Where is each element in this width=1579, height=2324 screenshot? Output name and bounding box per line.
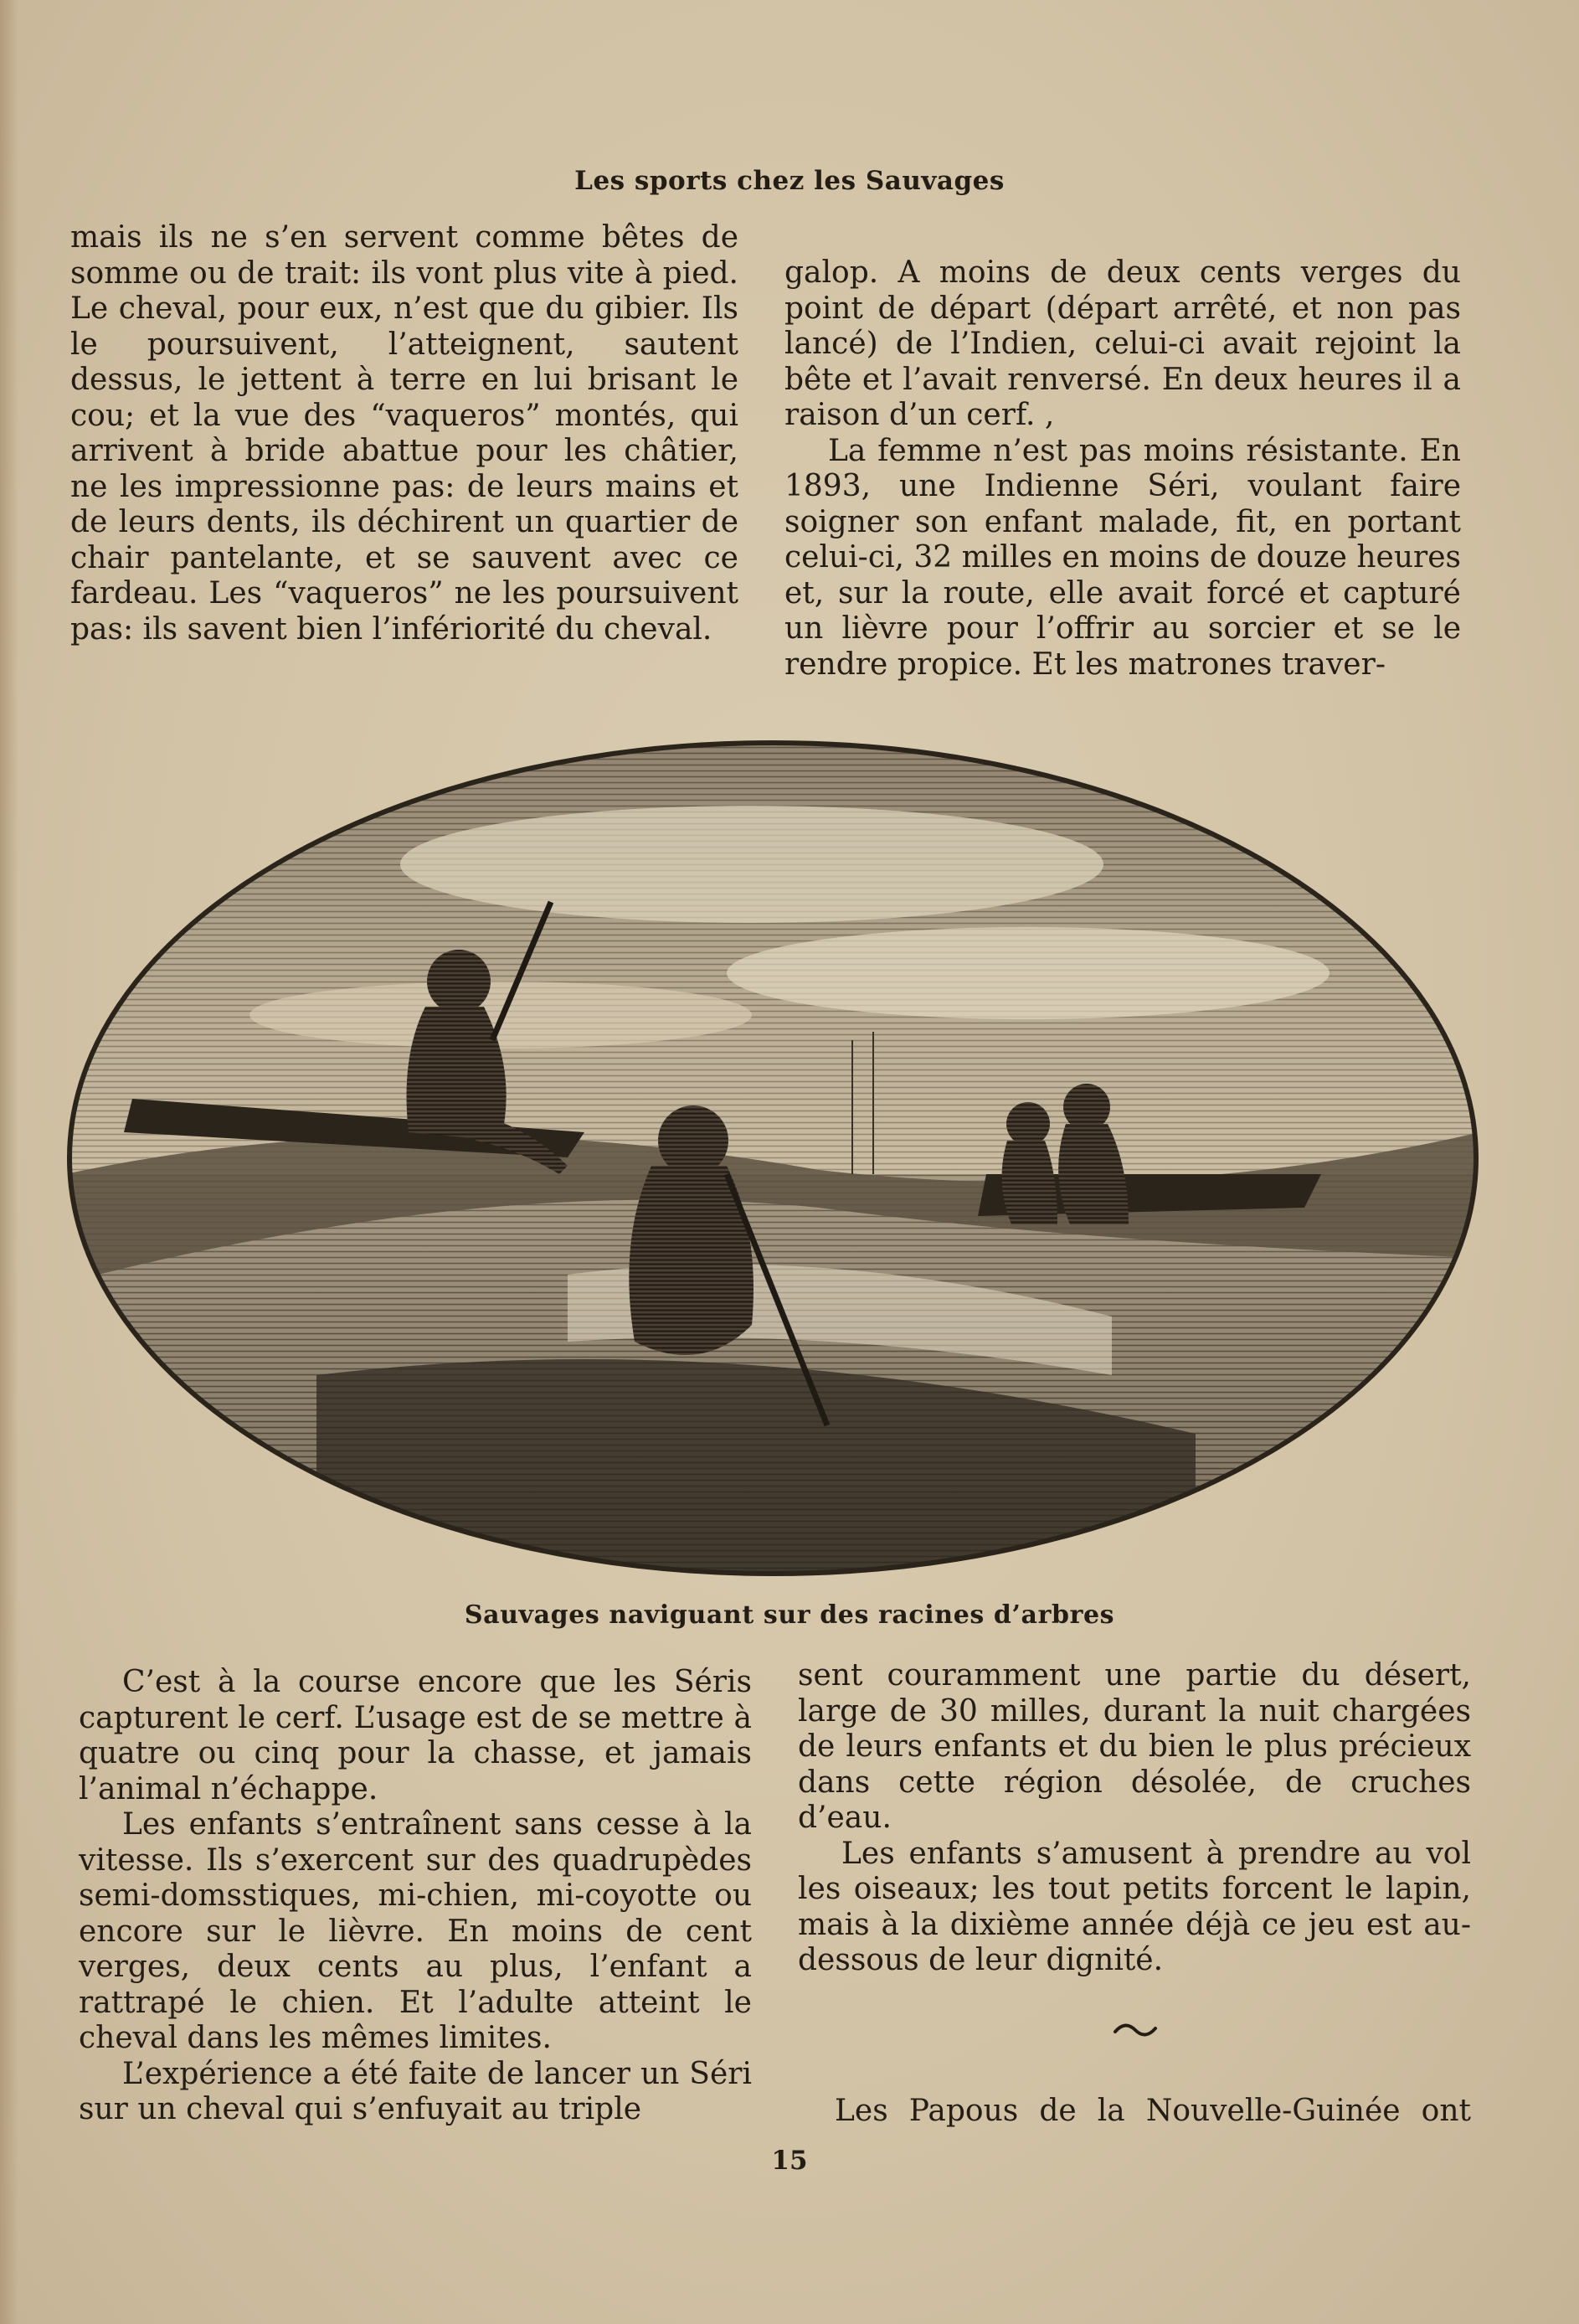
running-title: Les sports chez les Sauvages — [574, 166, 1005, 196]
next-section-start: Les Papous de la Nouvelle-Guinée ont — [835, 2094, 1471, 2128]
top-right-column — [784, 255, 1461, 683]
page-number: 15 — [771, 2146, 808, 2176]
paragraph: Les enfants s’amusent à prendre au vol les oiseaux; les tout petits forcent le lapin, mais à la dixième année déjà ce jeu est au-dessous de leur dignité. — [798, 1836, 1471, 1977]
bottom-left-column — [79, 1665, 752, 2128]
engraving-illustration — [65, 739, 1480, 1578]
figure-caption: Sauvages naviguant sur des racines d’arbres — [464, 1600, 1115, 1630]
paragraph: La femme n’est pas moins résistante. En 1893, une Indienne Séri, voulant faire soigner son enfant malade, fit, en portant celui-ci, 32 milles en moins de douze heures et, sur la route, elle avait forcé et capturé un lièvre pour l’offrir au sorcier et se le rendre propice. Et les matrones traver- — [784, 433, 1461, 682]
top-left-column — [70, 220, 738, 647]
section-divider-ornament — [1110, 2017, 1160, 2042]
paragraph: C’est à la course encore que les Séris capturent le cerf. L’usage est de se mettre à quatre ou cinq pour la chasse, et jamais l’animal n’échappe. — [79, 1665, 752, 1806]
paragraph: L’expérience a été faite de lancer un Séri sur un cheval qui s’enfuyait au triple — [79, 2056, 752, 2126]
page-edge-shadow — [0, 0, 18, 2324]
bottom-right-column — [798, 1658, 1471, 1979]
paragraph: Les enfants s’entraînent sans cesse à la vitesse. Ils s’exercent sur des quadrupèdes semi-domsstiques, mi-chien, mi-coyotte ou encore sur le lièvre. En moins de cent verges, deux cents au plus, l’enfant a rattrapé le chien. Et l’adulte atteint le cheval dans les mêmes limites. — [79, 1807, 752, 2055]
paragraph: mais ils ne s’en servent comme bêtes de somme ou de trait: ils vont plus vite à pied. Le cheval, pour eux, n’est que du gibier. Ils le poursuivent, l’atteignent, sautent dessus, le jettent à terre en lui brisant le cou; et la vue des “vaqueros” montés, qui arrivent à bride abattue pour les châtier, ne les impressionne pas: de leurs mains et de leurs dents, ils déchirent un quartier de chair pantelante, et se sauvent avec ce fardeau. Les “vaqueros” ne les poursuivent pas: ils savent bien l’infériorité du cheval. — [70, 220, 738, 647]
paragraph: galop. A moins de deux cents verges du point de départ (départ arrêté, et non pas lancé) de l’Indien, celui-ci avait rejoint la bête et l’avait renversé. En deux heures il a raison d’un cerf. , — [784, 255, 1461, 432]
paragraph: sent couramment une partie du désert, large de 30 milles, durant la nuit chargées de leurs enfants et du bien le plus précieux dans cette région désolée, de cruches d’eau. — [798, 1658, 1471, 1835]
